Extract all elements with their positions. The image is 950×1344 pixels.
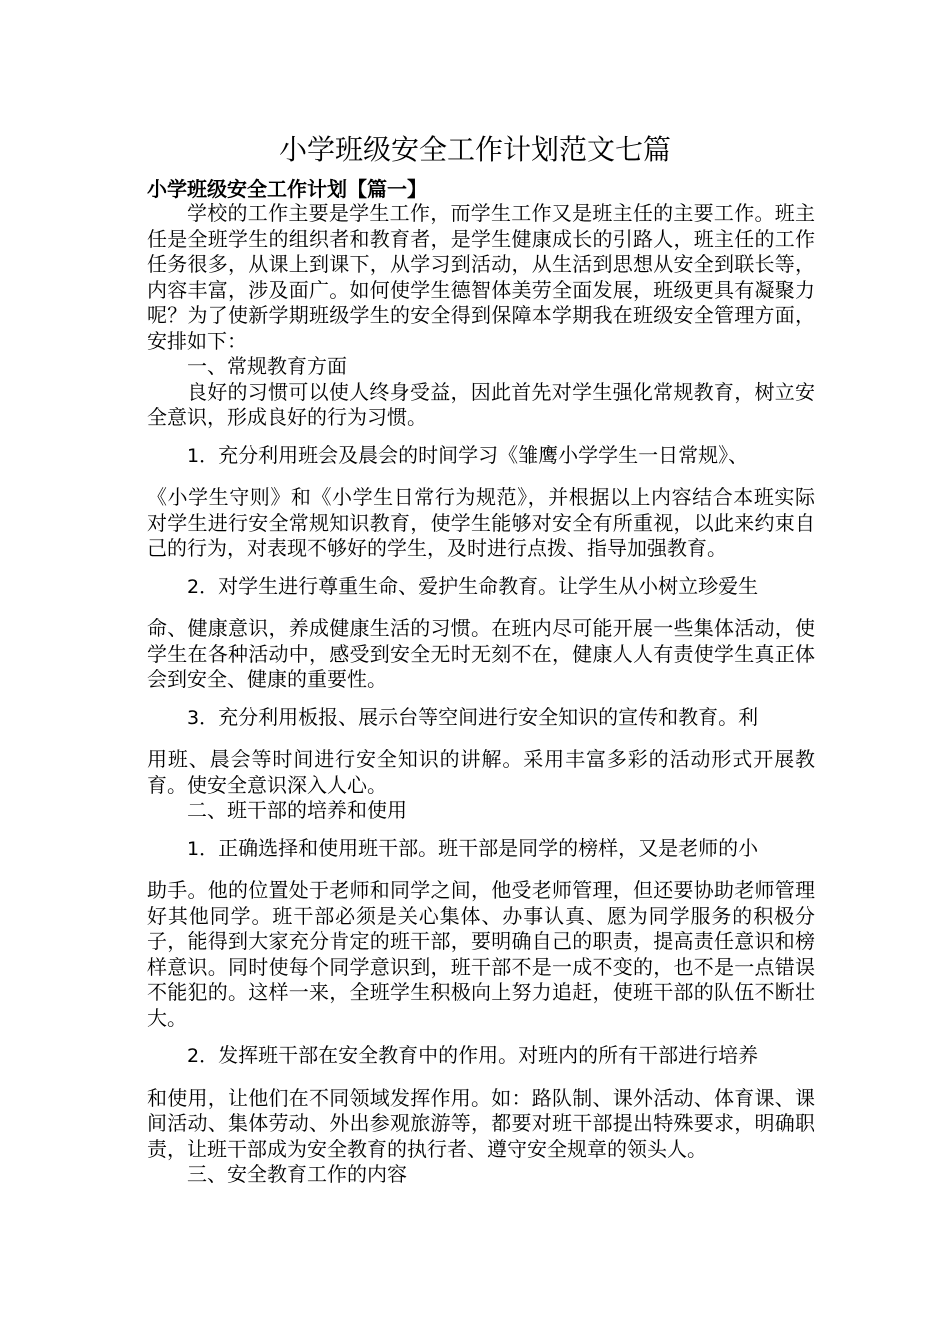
item-text: 正确选择和使用班干部。班干部是同学的榜样，又是老师的小 (218, 835, 759, 860)
item-number: 3． (187, 706, 219, 729)
item-text: 对学生进行尊重生命、爱护生命教育。让学生从小树立珍爱生 (218, 573, 759, 598)
numbered-item-first-line (147, 705, 815, 732)
item-number: 2． (187, 1045, 219, 1067)
numbered-item-continuation: 助手。他的位置处于老师和同学之间，他受老师管理，但还要协助老师管理好其他同学。班干部必须是关心集体、办事认真、愿为同学服务的积极分子，能得到大家充分肯定的班干部，要明确自己的职责，提高责任意识和榜样意识。同时使每个同学意识到，班干部不是一成不变的，也不是一点错误不能犯的。这样一来，全班学生积极向上努力追赶，使班干部的队伍不断壮大。 (147, 878, 815, 1030)
item-text: 充分利用板报、展示台等空间进行安全知识的宣传和教育。利 (218, 704, 759, 729)
numbered-item-continuation: 《小学生守则》和《小学生日常行为规范》，并根据以上内容结合本班实际对学生进行安全常规知识教育，使学生能够对安全有所重视，以此来约束自己的行为，对表现不够好的学生，及时进行点拨、指导加强教育。 (147, 485, 815, 560)
numbered-item-first-line (147, 574, 815, 601)
numbered-item-continuation: 用班、晨会等时间进行安全知识的讲解。采用丰富多彩的活动形式开展教育。使安全意识深入人心。 (147, 747, 815, 797)
numbered-item-first-line (147, 1043, 815, 1070)
item-number: 2． (187, 575, 219, 598)
document-title: 小学班级安全工作计划范文七篇 (278, 133, 671, 166)
item-number: 1． (187, 444, 219, 467)
item-number: 1． (187, 837, 219, 860)
item-text: 发挥班干部在安全教育中的作用。对班内的所有干部进行培养 (218, 1043, 759, 1067)
numbered-item-first-line (147, 443, 815, 470)
subheading-routine-education: 一、常规教育方面 (187, 354, 347, 378)
section-heading: 小学班级安全工作计划【篇一】 (147, 177, 427, 201)
document-body (147, 201, 815, 1188)
subheading-class-cadres: 二、班干部的培养和使用 (187, 798, 407, 822)
numbered-item-continuation: 和使用，让他们在不同领域发挥作用。如：路队制、课外活动、体育课、课间活动、集体劳动、外出参观旅游等，都要对班干部提出特殊要求，明确职责，让班干部成为安全教育的执行者、遵守安全规章的领头人。 (147, 1085, 815, 1161)
subheading-safety-content: 三、安全教育工作的内容 (187, 1162, 407, 1186)
numbered-item-continuation: 命、健康意识，养成健康生活的习惯。在班内尽可能开展一些集体活动，使学生在各种活动中，感受到安全无时无刻不在，健康人人有责使学生真正体会到安全、健康的重要性。 (147, 616, 815, 691)
intro-paragraph: 学校的工作主要是学生工作，而学生工作又是班主任的主要工作。班主任是全班学生的组织者和教育者，是学生健康成长的引路人，班主任的工作任务很多，从课上到课下，从学习到活动，从生活到思想从安全到联长等，内容丰富，涉及面广。如何使学生德智体美劳全面发展，班级更具有凝聚力呢？为了使新学期班级学生的安全得到保障本学期我在班级安全管理方面，安排如下： (147, 201, 815, 353)
paragraph-good-habits: 良好的习惯可以使人终身受益，因此首先对学生强化常规教育，树立安全意识，形成良好的行为习惯。 (147, 379, 815, 429)
item-text: 充分利用班会及晨会的时间学习《雏鹰小学学生一日常规》、 (218, 442, 749, 467)
numbered-item-first-line (147, 836, 815, 863)
